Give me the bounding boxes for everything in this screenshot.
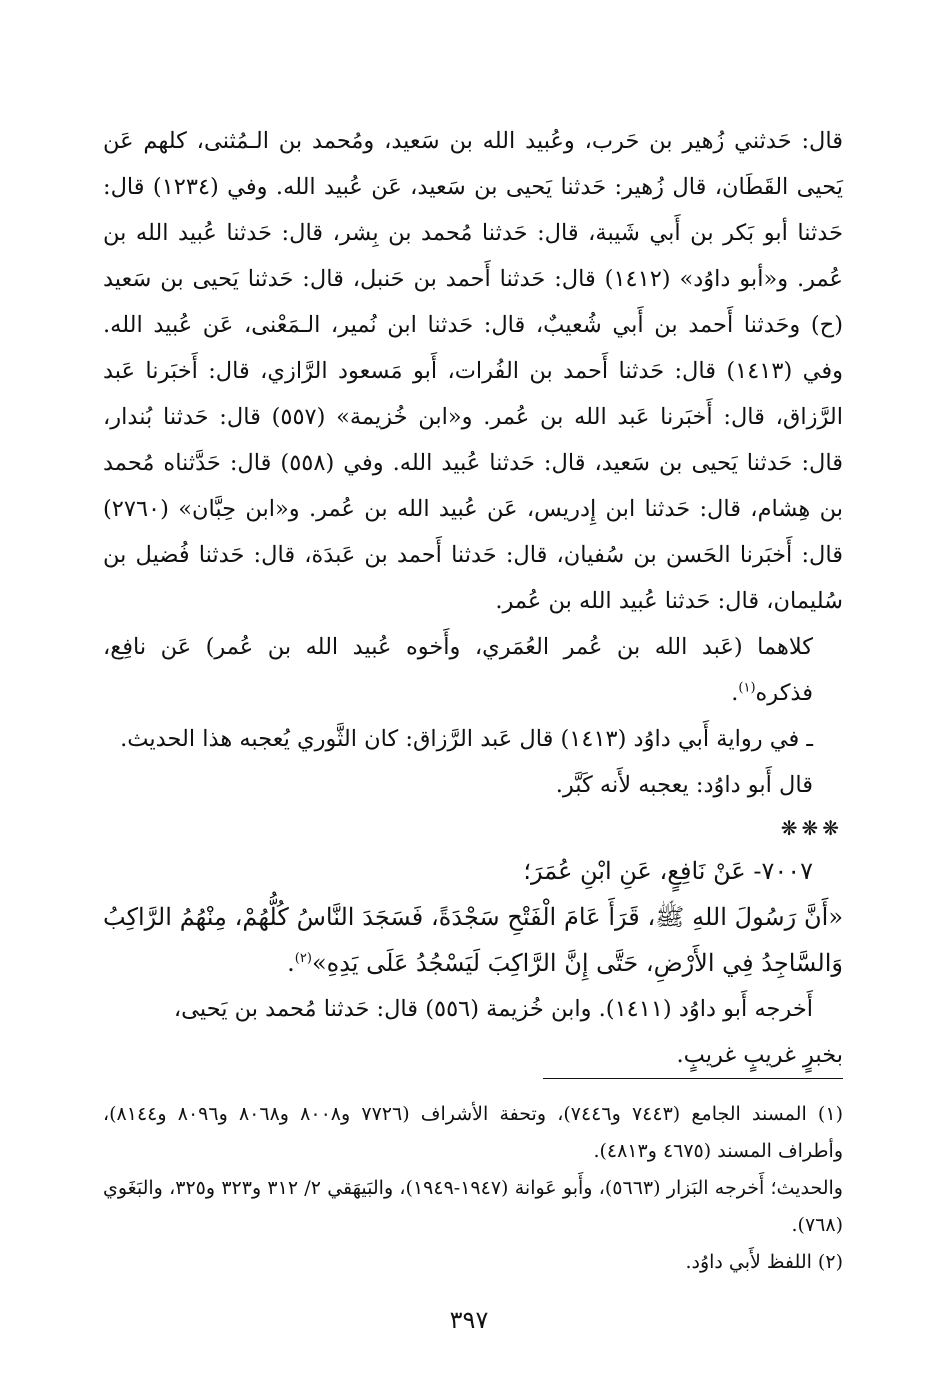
- section-separator: ❋❋❋: [780, 816, 843, 840]
- hadith-heading: ٧٠٠٧- عَنْ نَافِعٍ، عَنِ ابْنِ عُمَرَ؛: [523, 857, 813, 885]
- footnote-1-continued: والحديث؛ أَخرجه البَزار (٥٦٦٣)، وأَبو عَوانة (١٩٤٧-١٩٤٩)، والبَيهَقي ٢/ ٣١٢ و٣٢٣ و٣٢٥، والبَغَوي (٧٦٨).: [103, 1177, 843, 1236]
- both-narrators-paragraph: [103, 624, 843, 716]
- gharib-paragraph: بخبرٍ غريبٍ غريبٍ.: [676, 1042, 843, 1068]
- both-narrators-text: كلاهما (عَبد الله بن عُمر العُمَري، وأَخوه عُبيد الله بن عُمر) عَن نافِع، فذكره: [103, 634, 813, 706]
- footnote-divider: [543, 1078, 843, 1079]
- abudawud-said-paragraph: قال أَبو داوُد: يعجبه لأَنه كَبَّر.: [555, 772, 813, 798]
- footnote-1: (١) المسند الجامع (٧٤٤٣ و٧٤٤٦)، وتحفة الأشراف (٧٧٢٦ و٨٠٠٨ و٨٠٦٨ و٨٠٩٦ و٨١٤٤)، وأطراف المسند (٤٦٧٥ و٤٨١٣).: [103, 1103, 843, 1162]
- sentence-period: .: [731, 680, 739, 706]
- hadith-text-paragraph: [103, 894, 843, 986]
- footnote-ref-1[interactable]: (١): [738, 680, 756, 696]
- takhrij-paragraph: أَخرجه أَبو داوُد (١٤١١). وابن خُزيمة (٥٥٦) قال: حَدثنا مُحمد بن يَحيى،: [173, 996, 813, 1022]
- hadith-text: «أَنَّ رَسُولَ اللهِ ﷺ، قَرَأَ عَامَ الْفَتْحِ سَجْدَةً، فَسَجَدَ النَّاسُ كُلُّهُمْ، مِنْهُمُ الرَّاكِبُ وَالسَّاجِدُ فِي الأَرْضِ، حَتَّى إِنَّ الرَّاكِبَ لَيَسْجُدُ عَلَى يَدِهِ»: [103, 903, 843, 977]
- footnote-2: (٢) اللفظ لأَبي داوُد.: [685, 1251, 843, 1273]
- footnotes: [103, 1096, 843, 1281]
- footnote-ref-2[interactable]: (٢): [294, 951, 312, 966]
- isnad-chain-paragraph: قال: حَدثني زُهير بن حَرب، وعُبيد الله بن سَعيد، ومُحمد بن الـمُثنى، كلهم عَن يَحيى القَطَان، قال زُهير: حَدثنا يَحيى بن سَعيد، عَن عُبيد الله. وفي (١٢٣٤) قال: حَدثنا أبو بَكر بن أَبي شَيبة، قال: حَدثنا مُحمد بن بِشر، قال: حَدثنا عُبيد الله بن عُمر. و«أبو داوُد» (١٤١٢) قال: حَدثنا أَحمد بن حَنبل، قال: حَدثنا يَحيى بن سَعيد (ح) وحَدثنا أَحمد بن أَبي شُعيبٌ، قال: حَدثنا ابن نُمير، الـمَعْنى، عَن عُبيد الله. وفي (١٤١٣) قال: حَدثنا أَحمد بن الفُرات، أَبو مَسعود الرَّازي، قال: أَخبَرنا عَبد الرَّزاق، قال: أَخبَرنا عَبد الله بن عُمر. و«ابن خُزيمة» (٥٥٧) قال: حَدثنا بُندار، قال: حَدثنا يَحيى بن سَعيد، قال: حَدثنا عُبيد الله. وفي (٥٥٨) قال: حَدَّثناه مُحمد بن هِشام، قال: حَدثنا ابن إِدريس، عَن عُبيد الله بن عُمر. و«ابن حِبَّان» (٢٧٦٠) قال: أَخبَرنا الحَسن بن سُفيان، قال: حَدثنا أَحمد بن عَبدَة، قال: حَدثنا فُضيل بن سُليمان، قال: حَدثنا عُبيد الله بن عُمر.: [103, 128, 843, 614]
- hadith-period: .: [287, 949, 295, 977]
- page-number: ٣٩٧: [449, 1306, 489, 1334]
- abudawud-narration-paragraph: ـ في رواية أَبي داوُد (١٤١٣) قال عَبد الرَّزاق: كان الثَّوري يُعجبه هذا الحديث.: [120, 726, 813, 752]
- main-text: [103, 118, 843, 1078]
